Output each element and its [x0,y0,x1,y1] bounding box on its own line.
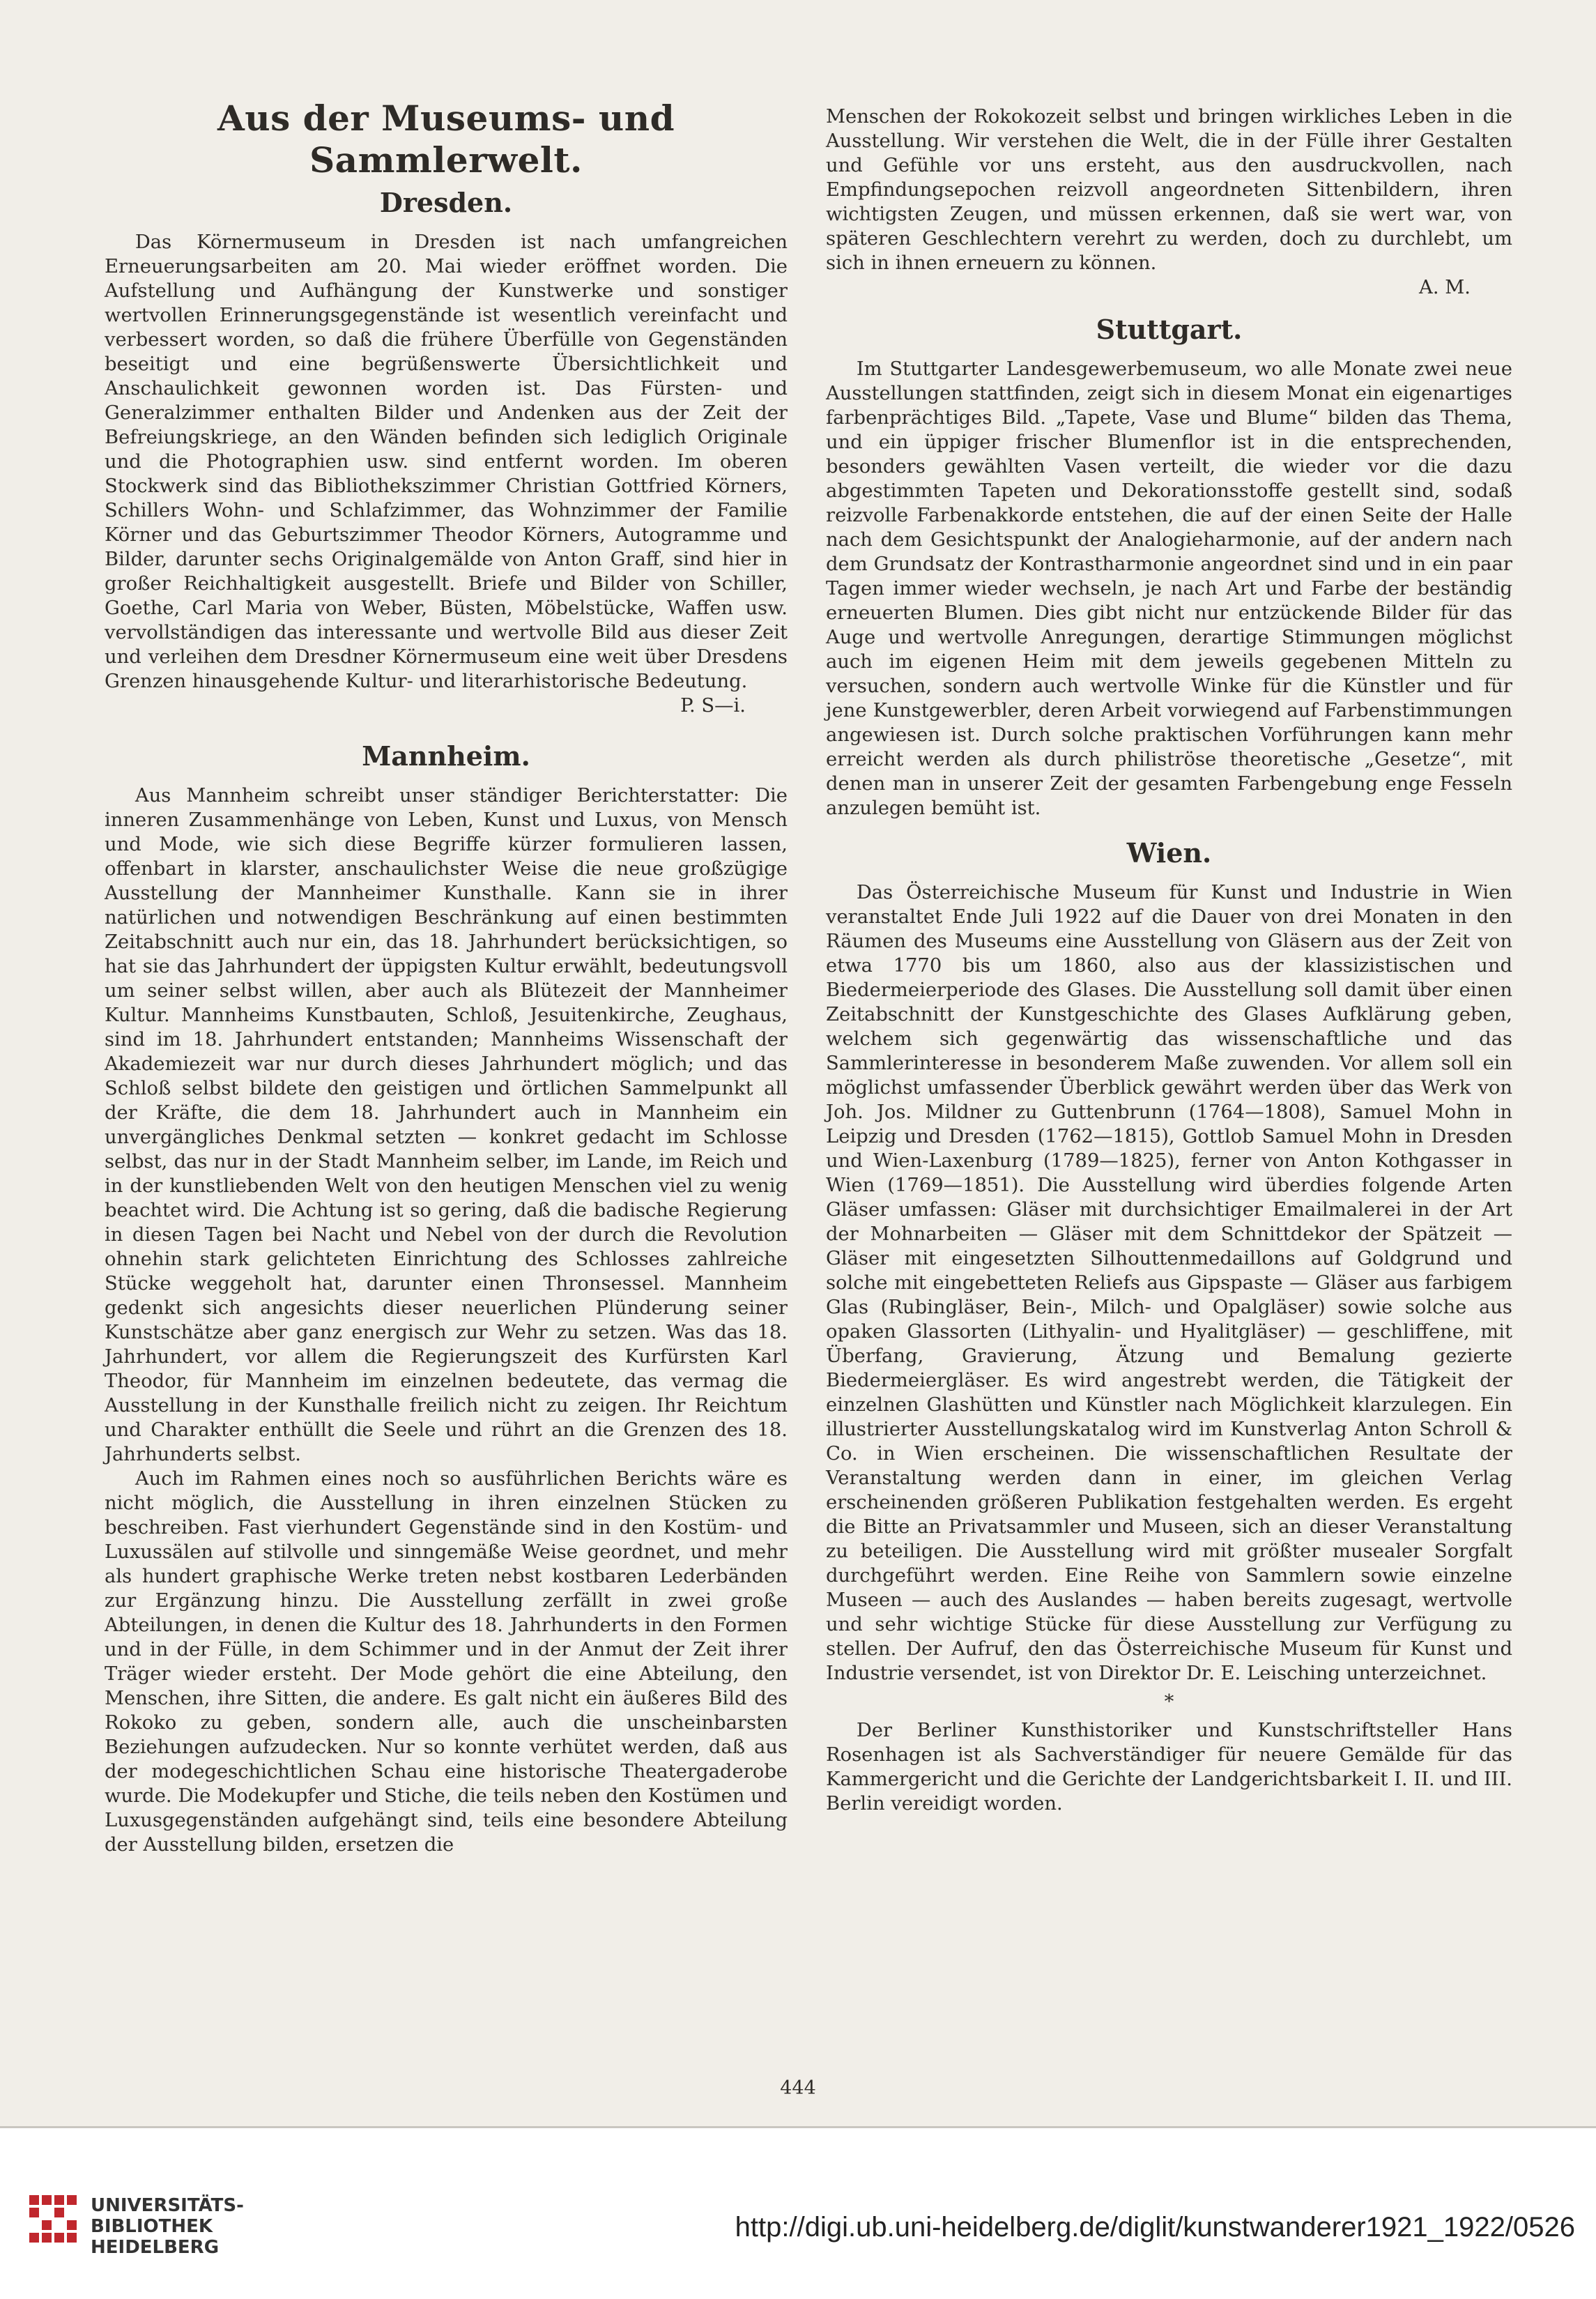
section-heading-stuttgart: Stuttgart. [1096,314,1243,345]
dresden-paragraph: Das Körnermuseum in Dresden ist nach umfangreichen Erneuerungsarbeiten am 20. Mai wieder eröffnet worden. Die Aufstellung und Aufhängung der Kunstwerke und sonstiger wertvollen Erinnerungsgegenstände ist wesentlich vereinfacht und verbessert worden, so daß die frühere Überfülle von Gegenständen beseitigt und eine begrüßenswerte Übersichtlichkeit und Anschaulichkeit gewonnen worden ist. Das Fürsten- und Generalzimmer enthalten Bilder und Andenken aus der Zeit der Befreiungskriege, an den Wänden befinden sich lediglich Originale und die Photographien usw. sind entfernt worden. Im oberen Stockwerk sind das Bibliothekszimmer Christian Gottfried Körners, Schillers Wohn- und Schlafzimmer, das Wohnzimmer der Familie Körner und das Geburtszimmer Theodor Körners, Autogramme und Bilder, darunter sechs Originalgemälde von Anton Graff, sind hier in großer Reichhaltigkeit ausgestellt. Briefe und Bilder von Schiller, Goethe, Carl Maria von Weber, Büsten, Möbelstücke, Waffen usw. vervollständigen das interessante und wertvolle Bild aus dieser Zeit und verleihen dem Dresdner Körnermuseum eine weit über Dresdens Grenzen hinausgehende Kultur- und literarhistorische Bedeutung. [105,231,788,692]
university-library-logo-icon [25,2191,81,2247]
berlin-paragraph: Der Berliner Kunsthistoriker und Kunstschriftsteller Hans Rosenhagen ist als Sachverständiger für neuere Gemälde für das Kammergericht und die Gerichte der Landgerichtsbarkeit I. II. und III. Berlin vereidigt worden. [826,1720,1513,1815]
section-heading-mannheim: Mannheim. [362,740,530,772]
mannheim-signature: A. M. [1419,277,1471,298]
library-name-line-3: HEIDELBERG [91,2237,220,2258]
mannheim-paragraph-1: Aus Mannheim schreibt unser ständiger Berichterstatter: Die inneren Zusammenhänge von Leben, Kunst und Luxus, von Mensch und Mode, wie sich diese Begriffe kürzer formulieren lassen, offenbart in klarster, anschaulichster Weise die neue großzügige Ausstellung der Mannheimer Kunsthalle. Kann sie in ihrer natürlichen und notwendigen Beschränkung auf einen bestimmten Zeitabschnitt auch nur ein, das 18. Jahrhundert berücksichtigen, so hat sie das Jahrhundert der üppigsten Kultur erwählt, bedeutungsvoll um seiner selbst willen, aber auch als Blütezeit der Mannheimer Kultur. Mannheims Kunstbauten, Schloß, Jesuitenkirche, Zeughaus, sind im 18. Jahrhundert entstanden; Mannheims Wissenschaft der Akademiezeit war nur durch dieses Jahrhundert möglich; und das Schloß selbst bildete den geistigen und örtlichen Sammelpunkt all der Kräfte, die dem 18. Jahrhundert auch in Mannheim ein unvergängliches Denkmal setzten — konkret gedacht im Schlosse selbst, das nur in der Stadt Mannheim selber, im Lande, im Reich und in der kunstliebenden Welt von den heutigen Menschen viel zu wenig beachtet wird. Die Achtung ist so gering, daß die badische Regierung in diesen Tagen bei Nacht und Nebel von der durch die Revolution ohnehin stark gelichteten Einrichtung des Schlosses zahlreiche Stücke weggeholt hat, darunter einen Thronsessel. Mannheim gedenkt sich angesichts dieser neuerlichen Plünderung seiner Kunstschätze aber ganz energisch zur Wehr zu setzen. Was das 18. Jahrhundert, vor allem die Regierungszeit des Kurfürsten Karl Theodor, für Mannheim im einzelnen bedeutete, das vermag die Ausstellung in der Kunsthalle freilich nicht zu zeigen. Ihr Reichtum und Charakter enthüllt die Seele und rührt an die Grenzen des 18. Jahrhunderts selbst. [105,785,788,1465]
footer-bar [0,2126,1596,2299]
dresden-signature: P. S—i. [680,695,746,717]
right-column [826,105,1512,1816]
source-url-link[interactable]: http://digi.ub.uni-heidelberg.de/diglit/kunstwanderer1921_1922/0526 [735,2212,1575,2243]
section-heading-wien: Wien. [1126,837,1212,869]
mannheim-continuation: Menschen der Rokokozeit selbst und bringen wirkliches Leben in die Ausstellung. Wir verstehen die Welt, die in der Fülle ihrer Gestalten und Gefühle vor uns ersteht, aus den ausdruckvollen, nach Empfindungsepochen reizvoll angeordneten Sittenbildern, ihren wichtigsten Zeugen, und müssen erkennen, daß sie wert war, von späteren Geschlechtern verehrt zu werden, doch zu durchlebt, um sich in ihnen erneuern zu können. [826,106,1512,274]
library-name [91,2195,244,2258]
left-column [105,98,788,1857]
section-heading-dresden: Dresden. [379,187,513,218]
library-name-line-1: UNIVERSITÄTS- [91,2195,244,2216]
mannheim-paragraph-2: Auch im Rahmen eines noch so ausführlichen Berichts wäre es nicht möglich, die Ausstellung in ihren einzelnen Stücken zu beschreiben. Fast vierhundert Gegenstände sind in den Kostüm- und Luxussälen auf stilvolle und sinngemäße Weise geordnet, und mehr als hundert graphische Werke treten nebst kostbaren Lederbänden zur Ergänzung hinzu. Die Ausstellung zerfällt in zwei große Abteilungen, in denen die Kultur des 18. Jahrhunderts in den Formen und in der Fülle, in dem Schimmer und in der Anmut der Zeit ihrer Träger wieder ersteht. Der Mode gehört die eine Abteilung, den Menschen, ihre Sitten, die andere. Es galt nicht ein äußeres Bild des Rokoko zu geben, sondern alle, auch die unscheinbarsten Beziehungen aufzudecken. Nur so konnte verhütet werden, daß aus der modegeschichtlichen Schau eine historische Theatergaderobe wurde. Die Modekupfer und Stiche, die teils neben den Kostümen und Luxusgegenständen aufgehängt sind, teils eine besondere Abteilung der Ausstellung bilden, ersetzen die [105,1468,788,1856]
stuttgart-paragraph: Im Stuttgarter Landesgewerbemuseum, wo alle Monate zwei neue Ausstellungen stattfinden, zeigt sich in diesem Monat ein eigenartiges farbenprächtiges Bild. „Tapete, Vase und Blume“ bilden das Thema, und ein üppiger frischer Blumenflor ist in die entsprechenden, besonders gewählten Vasen verteilt, die wieder vor die dazu abgestimmten Tapeten und Dekorationsstoffe gestellt sind, sodaß reizvolle Farbenakkorde entstehen, die auf der einen Seite der Halle nach dem Gesichtspunkt der Analogieharmonie, auf der andern nach dem Grundsatz der Kontrastharmonie angeordnet sind und in ein paar Tagen immer wieder wechseln, je nach Art und Farbe der beständig erneuerten Blumen. Dies gibt nicht nur entzückende Bilder für das Auge und wertvolle Anregungen, derartige Stimmungen möglichst auch im eigenen Heim mit dem jeweils gegebenen Mitteln zu versuchen, sondern auch wertvolle Winke für die Künstler und für jene Kunstgewerbler, deren Arbeit vorwiegend auf Farbenstimmungen angewiesen ist. Durch solche praktischen Vorführungen kann mehr erreicht werden als durch philiströse theoretische „Gesetze“, mit denen man in unserer Zeit der gesamten Farbengebung enge Fesseln anzulegen bemüht ist. [826,358,1512,819]
page-title: Aus der Museums- und Sammlerwelt. [217,98,675,181]
section-separator: * [1164,1691,1174,1713]
wien-paragraph: Das Österreichische Museum für Kunst und Industrie in Wien veranstaltet Ende Juli 1922 auf die Dauer von drei Monaten in den Räumen des Museums eine Ausstellung von Gläsern aus der Zeit von etwa 1770 bis um 1860, also aus der klassizistischen und Biedermeierperiode des Glases. Die Ausstellung soll damit über einen Zeitabschnitt der Kunstgeschichte des Glases Aufklärung geben, welchem sich gegenwärtig das wissenschaftliche und das Sammlerinteresse in besonderem Maße zuwenden. Vor allem soll ein möglichst umfassender Überblick gewährt werden über das Werk von Joh. Jos. Mildner zu Guttenbrunn (1764—1808), Samuel Mohn in Leipzig und Dresden (1762—1815), Gottlob Samuel Mohn in Dresden und Wien-Laxenburg (1789—1825), ferner von Anton Kothgasser in Wien (1769—1851). Die Ausstellung wird überdies folgende Arten Gläser umfassen: Gläser mit durchsichtiger Emailmalerei in der Art der Mohnarbeiten — Gläser mit dem Schnittdekor der Spätzeit — Gläser mit eingesetzten Silhouttenmedaillons auf Goldgrund und solche mit eingebetteten Reliefs aus Gipspaste — Gläser aus farbigem Glas (Rubingläser, Bein-, Milch- und Opalgläser) sowie solche aus opaken Glassorten (Lithyalin- und Hyalitgläser) — geschliffene, mit Überfang, Gravierung, Ätzung und Bemalung gezierte Biedermeiergläser. Es wird angestrebt werden, die Tätigkeit der einzelnen Glashütten und Künstler nach Möglichkeit klarzulegen. Ein illustrierter Ausstellungskatalog wird im Kunstverlag Anton Schroll & Co. in Wien erscheinen. Die wissenschaftlichen Resultate der Veranstaltung werden dann in einer, im gleichen Verlag erscheinenden größeren Publikation festgehalten werden. Es ergeht die Bitte an Privatsammler und Museen, sich an dieser Veranstaltung zu beteiligen. Die Ausstellung wird mit größter musealer Sorgfalt durchgeführt werden. Eine Reihe von Sammlern sowie einzelne Museen — auch des Auslandes — haben bereits zugesagt, wertvolle und sehr wichtige Stücke für diese Ausstellung zur Verfügung zu stellen. Der Aufruf, den das Österreichische Museum für Kunst und Industrie versendet, ist von Direktor Dr. E. Leisching unterzeichnet. [826,882,1512,1684]
library-name-line-2: BIBLIOTHEK [91,2216,213,2237]
page-number: 444 [780,2077,816,2099]
